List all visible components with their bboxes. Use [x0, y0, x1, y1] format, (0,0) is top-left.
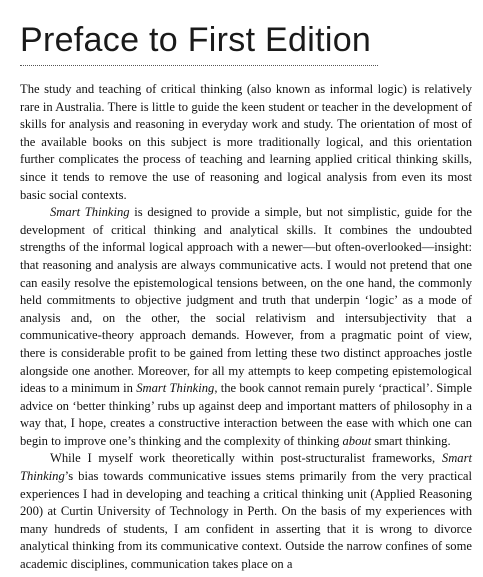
book-title-emphasis: Smart Thinking: [50, 205, 130, 220]
book-title-emphasis: Smart Thinking: [20, 451, 472, 484]
page-title: Preface to First Edition: [20, 21, 372, 59]
paragraph-1: [20, 81, 472, 204]
paragraph-text: is designed to provide a simple, but not simplistic, guide for the development of critical thinking and analytical skills. It combines the undoubted strengths of the informal logical approach with a newer—but often-overlooked—insight: that reasoning and analysis are always communicative acts. I would not pretend that one can easily resolve the epistemological tensions between, on the one hand, the commonly held commitments to objective judgment and truth that underpin ‘logic’ as a mode of analysis and, on the other, the social relativism and intersubjectivity that a communicative-theory approach demands. However, from a pragmatic point of view, there is considerable profit to be gained from letting these two distinct approaches jostle alongside one another. Moreover, for all my attempts to keep competing epistemological ideas to a minimum in: [20, 205, 472, 396]
paragraph-text: While I myself work theoretically within post-structuralist frameworks,: [50, 451, 442, 466]
paragraph-text: ’s bias towards communicative issues stems primarily from the very practical experiences I had in developing and teaching a critical thinking unit (Applied Reasoning 200) at Curtin University of Technology in Perth. On the basis of my experiences with many hundreds of students, I am confident in asserting that it is wrong to divorce analytical thinking from its communicative context. Outside the narrow confines of some academic disciplines, communication takes place on a: [20, 469, 472, 572]
book-title-emphasis: Smart Thinking: [136, 381, 215, 396]
paragraph-3: [20, 450, 472, 573]
paragraph-text: , the book cannot remain purely ‘practical’. Simple advice on ‘better thinking’ rubs up against deep and important matters of philosophy in a way that, I hope, creates a constructive interaction between the ease with which one can begin to improve one’s thinking and the complexity of thinking: [20, 381, 472, 448]
title-divider: [20, 65, 378, 66]
paragraph-text: The study and teaching of critical thinking (also known as informal logic) is relatively rare in Australia. There is little to guide the keen student or teacher in the development of skills for analysis and reasoning in everyday work and study. The orientation of most of the available books on this subject is more traditionally logical, and this orientation further complicates the process of teaching and learning applied critical thinking skills, since it tends to remove the use of reasoning and logical analysis from even its most basic social contexts.: [20, 82, 472, 202]
paragraph-text: smart thinking.: [371, 433, 451, 448]
word-emphasis: about: [342, 433, 372, 448]
preface-body: [20, 81, 472, 574]
paragraph-2: [20, 204, 472, 450]
